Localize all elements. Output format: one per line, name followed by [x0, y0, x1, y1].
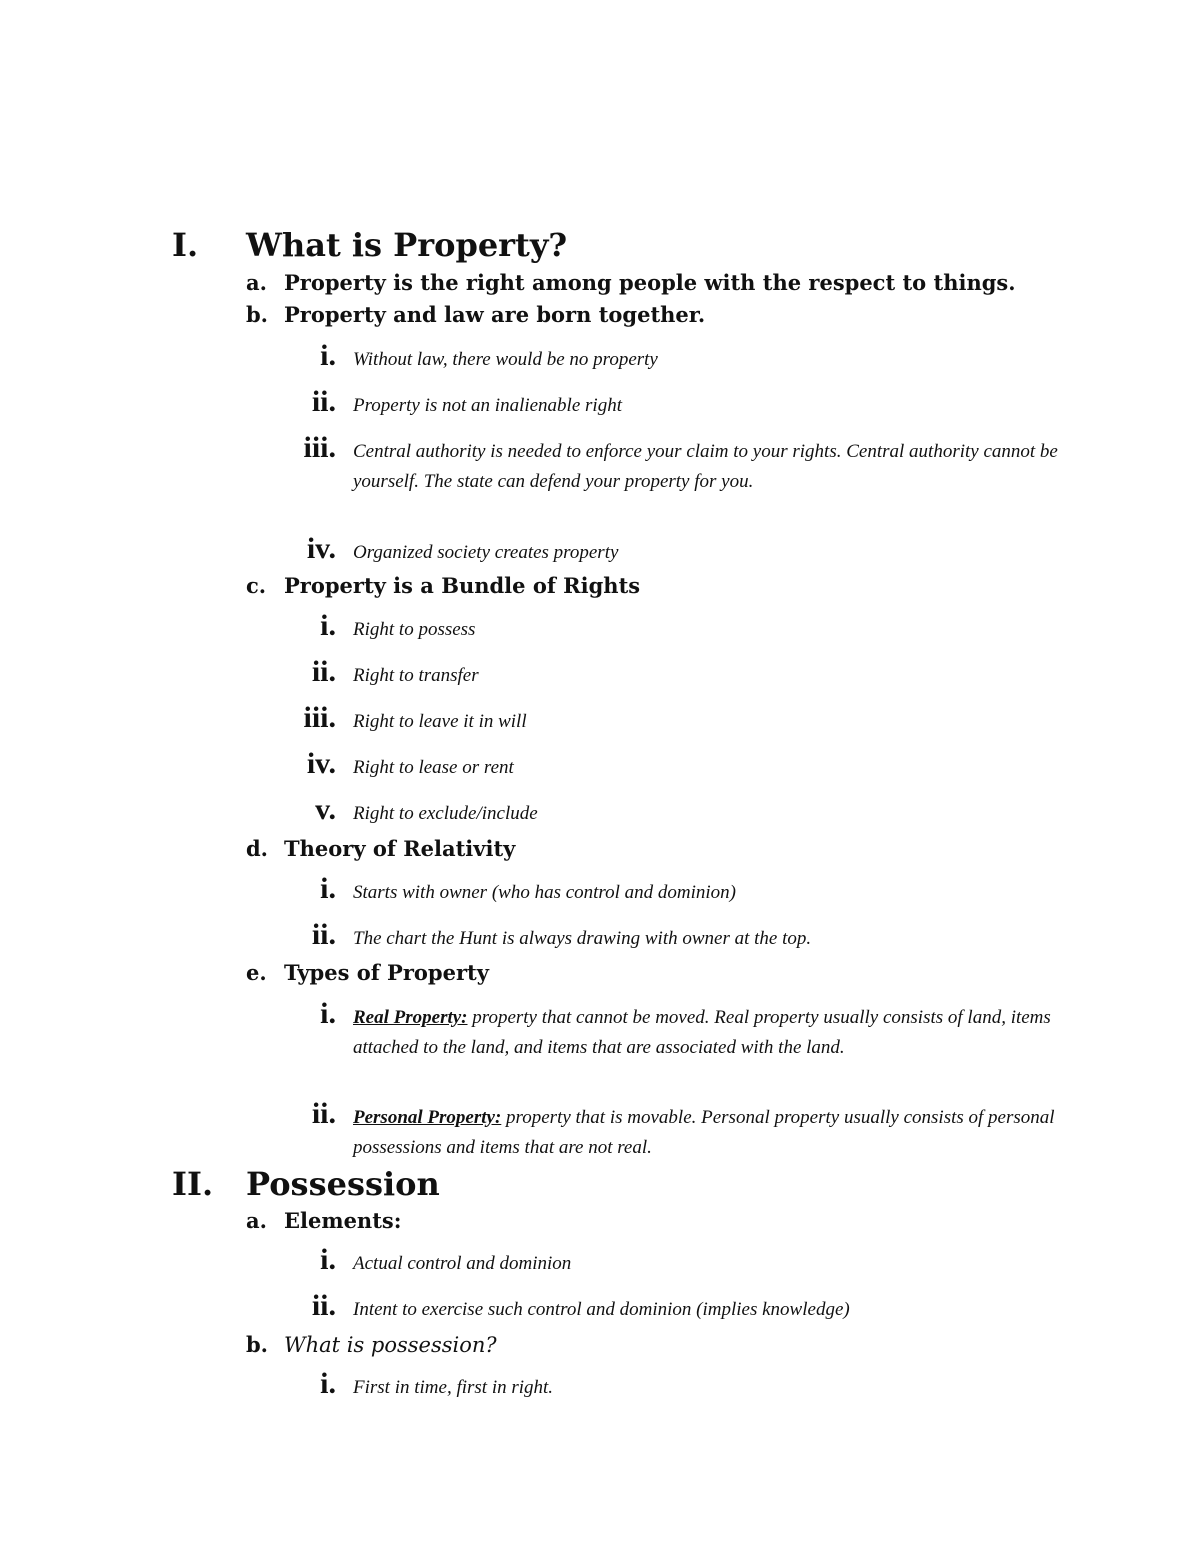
subitem-text	[353, 1103, 1068, 1163]
subitem-numeral: ii.	[311, 1097, 336, 1130]
subitem-numeral: i.	[320, 339, 336, 372]
item-letter: a.	[246, 270, 267, 295]
subitem-text: Right to transfer	[353, 665, 479, 686]
item-letter: a.	[246, 1208, 267, 1233]
subitem-text: Right to leave it in will	[353, 711, 527, 732]
subitem-numeral: ii.	[311, 385, 336, 418]
subitem-numeral: i.	[320, 1243, 336, 1276]
item-letter: d.	[246, 836, 268, 861]
subitem-text: Without law, there would be no property	[353, 349, 658, 370]
section-number: I.	[172, 226, 199, 264]
subitem-text: Property is not an inalienable right	[353, 395, 622, 416]
subitem-text: Right to possess	[353, 619, 476, 640]
item-text: What is possession?	[284, 1333, 497, 1357]
subitem-text: Organized society creates property	[353, 542, 619, 563]
subitem-text: The chart the Hunt is always drawing with owner at the top.	[353, 928, 812, 949]
item-text: Theory of Relativity	[284, 836, 516, 861]
subitem-text	[353, 1003, 1068, 1063]
subitem-numeral: i.	[320, 1367, 336, 1400]
subitem-numeral: ii.	[311, 918, 336, 951]
subitem-numeral: iv.	[306, 532, 336, 565]
item-text: Types of Property	[284, 960, 489, 985]
subitem-text: Central authority is needed to enforce your claim to your rights. Central authority cannot be yourself. The state can defend your property for you.	[353, 441, 1058, 492]
section-title: Possession	[246, 1165, 440, 1203]
subitem-numeral: iii.	[303, 701, 336, 734]
section-number: II.	[172, 1165, 214, 1203]
subitem-text: Right to lease or rent	[353, 757, 514, 778]
subitem-numeral: iv.	[306, 747, 336, 780]
subitem-numeral: i.	[320, 997, 336, 1030]
item-text: Property is the right among people with the respect to things.	[284, 270, 1016, 295]
section-title: What is Property?	[246, 226, 568, 264]
item-text: Property is a Bundle of Rights	[284, 573, 641, 598]
item-text: Property and law are born together.	[284, 302, 706, 327]
definition-term: Personal Property:	[353, 1107, 502, 1128]
item-text: Elements:	[284, 1208, 402, 1233]
subitem-text: Right to exclude/include	[353, 803, 538, 824]
item-letter: b.	[246, 302, 268, 327]
definition-term: Real Property:	[353, 1007, 468, 1028]
subitem-text: First in time, first in right.	[353, 1377, 554, 1398]
item-letter: c.	[246, 573, 267, 598]
subitem-text: Actual control and dominion	[353, 1253, 572, 1274]
subitem-text: Starts with owner (who has control and dominion)	[353, 882, 737, 903]
definition-text: property that cannot be moved. Real property usually consists of land, items attached to the land, and items that are associated with the land.	[353, 1007, 1051, 1058]
subitem-numeral: v.	[315, 793, 336, 826]
subitem-numeral: iii.	[303, 431, 336, 464]
item-letter: b.	[246, 1332, 268, 1357]
subitem-numeral: ii.	[311, 1289, 336, 1322]
definition-text: property that is movable. Personal property usually consists of personal possessions and items that are not real.	[353, 1107, 1055, 1158]
subitem-numeral: i.	[320, 609, 336, 642]
subitem-numeral: ii.	[311, 655, 336, 688]
subitem-numeral: i.	[320, 872, 336, 905]
subitem-text: Intent to exercise such control and dominion (implies knowledge)	[353, 1299, 850, 1320]
item-letter: e.	[246, 960, 267, 985]
